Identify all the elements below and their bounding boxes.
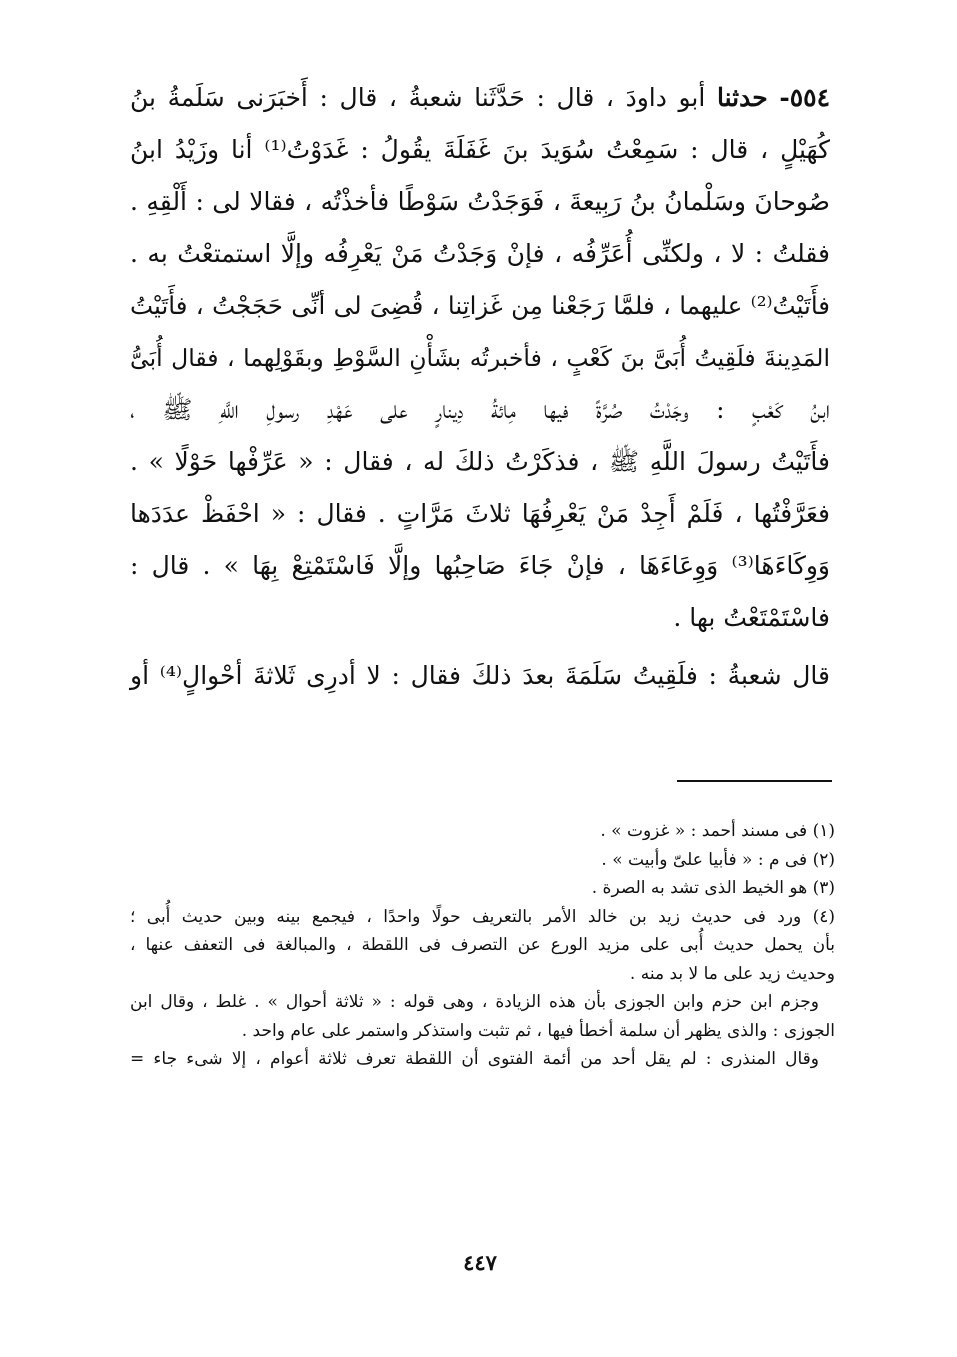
main-text-line-4: فقلتُ : لا ، ولكنِّى أُعَرِّفُه ، فإنْ وَجَدْتُ مَنْ يَعْرِفُه وإلَّا استمتعْتُ به . xyxy=(130,239,830,268)
main-text-line-7: ابنُ كَعْبٍ : وجَدْتُ صُرَّةً فيها مِائةُ دِينارٍ على عَهْدِ رسولِ اللَّهِ ﷺ ، xyxy=(130,395,830,424)
footnote-divider xyxy=(677,780,832,782)
main-text-line-1 xyxy=(130,72,830,124)
footnote-2: (٢) فى م : « فأبيا علىّ وأبيت » . xyxy=(601,849,835,870)
hadith-lead-word: حدثنا xyxy=(716,83,768,112)
main-text-line-5: فأَتَيْتُ⁽²⁾ عليهما ، فلمَّا رَجَعْنا مِن غَزاتِنا ، قُضِىَ لى أنِّى حَجَجْتُ ، فأَتَيْتُ xyxy=(130,291,830,320)
footnote-3: (٣) هو الخيط الذى تشد به الصرة . xyxy=(591,878,835,898)
main-text-line-2: كُهَيْلٍ ، قال : سَمِعْتُ سُوَيدَ بنَ غَفَلَةَ يقُولُ : غَدَوْتُ⁽¹⁾ أنا وزَيْدُ ابنُ xyxy=(130,135,830,164)
main-text-line-9: فعَرَّفْتُها ، فَلَمْ أَجِدْ مَنْ يَعْرِفُهَا ثلاثَ مَرَّاتٍ . فقال : « احْفَظْ عدَدَها xyxy=(130,499,830,528)
footnote-4-line-1: (٤) ورد فى حديث زيد بن خالد الأمر بالتعريف حولًا واحدًا ، فيجمع بينه وبين حديث أُبى ؛ xyxy=(130,906,835,927)
footnote-4-line-2: بأن يحمل حديث أُبى على مزيد الورع عن التصرف فى اللقطة ، والمبالغة فى التعفف عنها ، xyxy=(130,935,835,955)
main-text xyxy=(130,72,830,702)
footnotes xyxy=(130,817,835,1074)
page-number: ٤٤٧ xyxy=(463,1250,497,1275)
main-text-line-11: فاسْتَمْتَعْتُ بها . xyxy=(673,603,830,632)
main-text-line-6: المَدِينةَ فلَقِيتُ أُبَىَّ بنَ كَعْبٍ ، فأخبرتُه بشَأْنِ السَّوْطِ وبقَوْلِهما ، فقال أُبَىُّ xyxy=(130,344,830,372)
footnote-1: (١) فى مسند أحمد : « غزوت » . xyxy=(600,821,835,841)
main-text-line-3: صُوحانَ وسَلْمانُ بنُ رَبِيعةَ ، فَوَجَدْتُ سَوْطًا فأخذْتُه ، فقالا لى : أَلْقِهِ . xyxy=(130,187,830,216)
hadith-number: ٥٥٤- xyxy=(779,83,831,112)
footnote-4-line-5: الجوزى : والذى يظهر أن سلمة أخطأ فيها ، ثم تثبت واستذكر واستمر على عام واحد . xyxy=(241,1020,835,1041)
main-text-line-1-rest: أبو داودَ ، قال : حَدَّثَنا شعبةُ ، قال : أَخبَرَنى سَلَمةُ بنُ xyxy=(130,83,706,112)
main-text-line-10: وَوِكَاءَهَا⁽³⁾ وَوِعَاءَهَا ، فإنْ جَاءَ صَاحِبُها وإلَّا فَاسْتَمْتِعْ بِهَا » . قال : xyxy=(130,551,830,580)
main-text-line-12: قال شعبةُ : فلَقِيتُ سَلَمَةَ بعدَ ذلكَ فقال : لا أدرِى ثَلاثةَ أحْوالٍ⁽⁴⁾ أو xyxy=(130,661,830,690)
footnote-4-line-3: وحديث زيد على ما لا بد منه . xyxy=(629,963,835,984)
footnote-4-line-4: وجزم ابن حزم وابن الجوزى بأن هذه الزيادة ، وهى قوله : « ثلاثة أحوال » . غلط ، وقال ابن xyxy=(130,992,819,1012)
footnote-4-line-6: وقال المنذرى : لم يقل أحد من أئمة الفتوى أن اللقطة تعرف ثلاثة أعوام ، إلا شىء جاء = xyxy=(130,1049,819,1069)
main-text-line-8: فأَتَيْتُ رسولَ اللَّهِ ﷺ ، فذكَرْتُ ذلكَ له ، فقال : « عَرِّفْها حَوْلًا » . xyxy=(130,447,830,476)
